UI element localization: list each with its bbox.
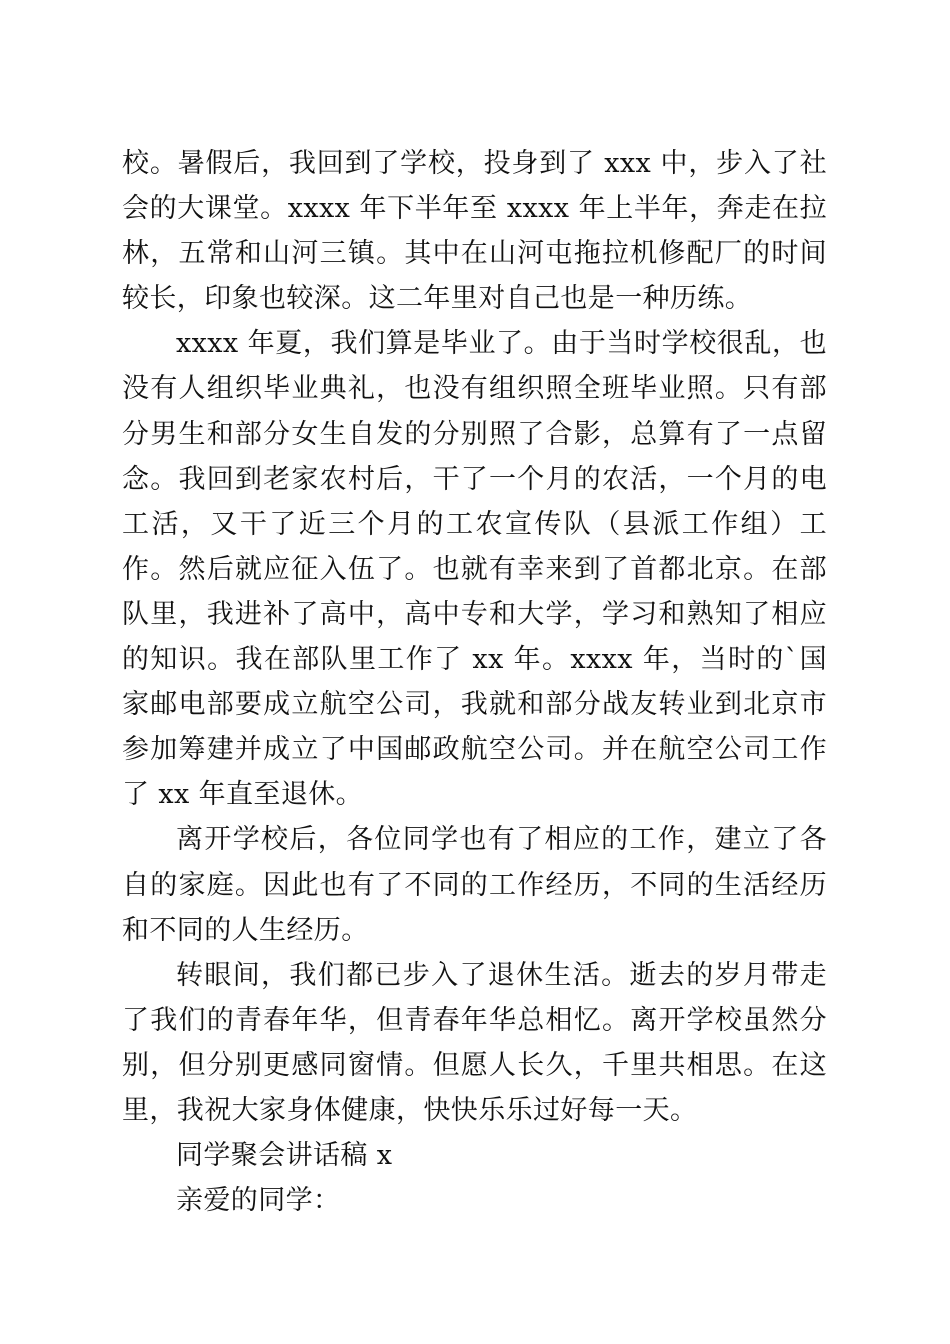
salutation: 亲爱的同学： — [176, 1185, 341, 1217]
paragraph-4: 转眼间，我们都已步入了退休生活。逝去的岁月带走了我们的青春年华，但青春年华总相忆。离开学校虽然分别，但分别更感同窗情。但愿人长久，千里共相思。在这里，我祝大家身体健康，快快乐乐过好每一天。 — [122, 959, 827, 1126]
paragraph-2: xxxx 年夏，我们算是毕业了。由于当时学校很乱，也没有人组织毕业典礼，也没有组织照全班毕业照。只有部分男生和部分女生自发的分别照了合影，总算有了一点留念。我回到老家农村后，干了一个月的农活，一个月的电工活，又干了近三个月的工农宣传队（县派工作组）工作。然后就应征入伍了。也就有幸来到了首都北京。在部队里，我进补了高中，高中专和大学，学习和熟知了相应的知识。我在部队里工作了 xx 年。xxxx 年，当时的`国家邮电部要成立航空公司，我就和部分战友转业到北京市参加筹建并成立了中国邮政航空公司。并在航空公司工作了 xx 年直至退休。 — [122, 328, 827, 811]
paragraph-3: 离开学校后，各位同学也有了相应的工作，建立了各自的家庭。因此也有了不同的工作经历，不同的生活经历和不同的人生经历。 — [122, 824, 827, 946]
paragraph-1: 校。暑假后，我回到了学校，投身到了 xxx 中，步入了社会的大课堂。xxxx 年下半年至 xxxx 年上半年，奔走在拉林，五常和山河三镇。其中在山河屯拖拉机修配厂的时间较长，印象也较深。这二年里对自己也是一种历练。 — [122, 148, 827, 315]
section-title: 同学聚会讲话稿 x — [176, 1140, 393, 1172]
document-body — [122, 141, 827, 1223]
